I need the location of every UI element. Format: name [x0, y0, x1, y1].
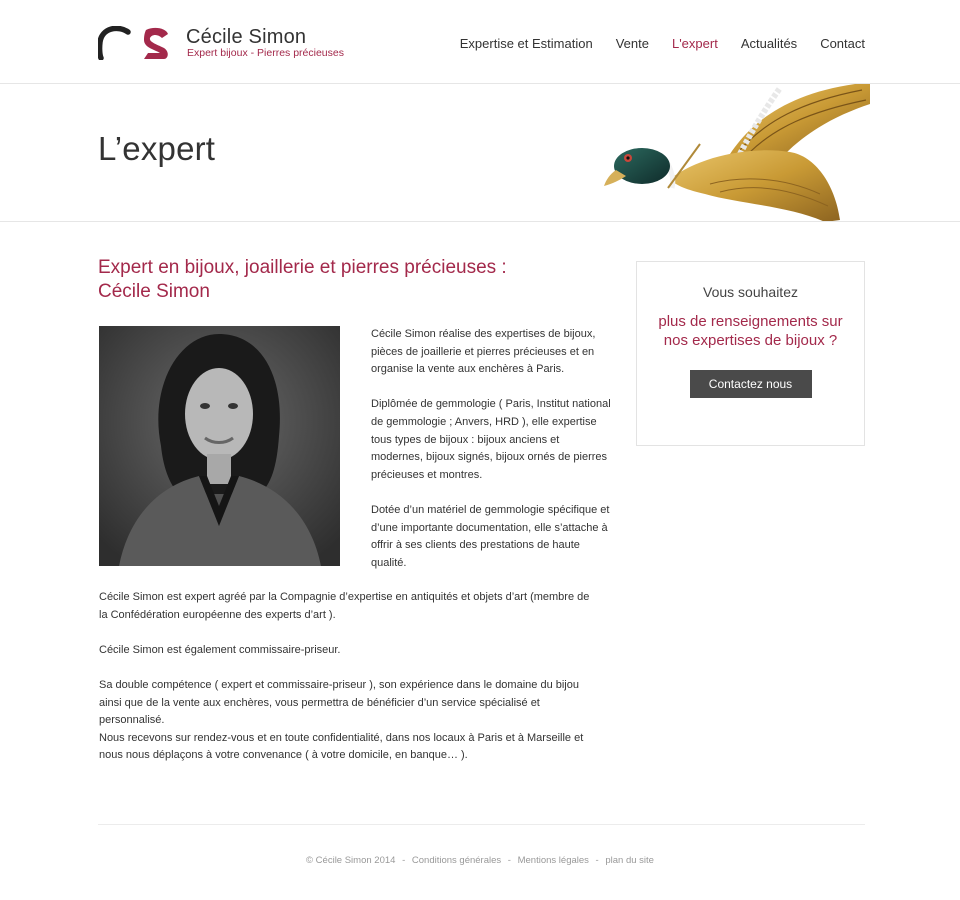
intro-text	[371, 326, 611, 590]
body-paragraph: Sa double compétence ( expert et commissaire-priseur ), son expérience dans le domaine du bijou ainsi que de la vente aux enchères, vous permettra de bénéficier d’un service spécialisé et personnalisé.	[99, 678, 579, 727]
logo-name: Cécile Simon	[186, 26, 307, 48]
section-heading	[98, 256, 518, 304]
footer-copyright: © Cécile Simon 2014	[306, 855, 396, 866]
portrait-image	[99, 326, 340, 566]
logo-subtitle: Expert bijoux - Pierres précieuses	[187, 47, 344, 59]
main-nav	[437, 36, 865, 51]
footer-link-mentions[interactable]: Mentions légales	[517, 855, 589, 866]
contact-box	[636, 261, 865, 446]
intro-paragraph: Diplômée de gemmologie ( Paris, Institut national de gemmologie ; Anvers, HRD ), elle expertise tous types de bijoux : bijoux anciens et modernes, bijoux signés, bijoux ornés de pierres précieuses et montres.	[371, 398, 611, 481]
contact-box-message: plus de renseignements sur nos expertises de bijoux ?	[658, 313, 843, 349]
logo[interactable]	[98, 26, 348, 62]
footer-separator: -	[507, 855, 511, 866]
page-banner	[0, 84, 960, 222]
nav-item-vente[interactable]: Vente	[615, 36, 649, 51]
logo-mark-icon	[98, 26, 172, 60]
section-heading-line1: Expert en bijoux, joaillerie et pierres précieuses :	[98, 257, 507, 278]
body-paragraph: Nous recevons sur rendez-vous et en toute confidentialité, dans nos locaux à Paris et à Marseille et nous nous déplaçons à votre convenance ( à votre domicile, en banque… ).	[99, 731, 584, 762]
page-title: L’expert	[98, 130, 216, 167]
intro-paragraph: Cécile Simon réalise des expertises de bijoux, pièces de joaillerie et pierres précieuses et en organise la vente aux enchères à Paris.	[371, 328, 596, 376]
nav-item-contact[interactable]: Contact	[820, 36, 865, 51]
site-footer	[0, 855, 960, 866]
site-header	[0, 0, 960, 84]
portrait-photo	[99, 326, 340, 566]
body-paragraph: Cécile Simon est expert agréé par la Compagnie d’expertise en antiquités et objets d’art (membre de la Confédération européenne des experts d’art ).	[99, 591, 590, 621]
body-paragraph: Cécile Simon est également commissaire-priseur.	[99, 643, 341, 656]
footer-divider	[98, 824, 865, 825]
section-heading-line2: Cécile Simon	[98, 281, 210, 302]
nav-item-expertise[interactable]: Expertise et Estimation	[459, 36, 593, 51]
body-text	[99, 589, 599, 783]
contact-box-intro: Vous souhaitez	[703, 284, 798, 300]
nav-item-expert[interactable]: L'expert	[671, 36, 718, 51]
intro-paragraph: Dotée d’un matériel de gemmologie spécifique et d’une importante documentation, elle s’attache à offrir à ses clients des prestations de haute qualité.	[371, 503, 610, 569]
footer-separator: -	[402, 855, 406, 866]
duck-brooch-image	[600, 84, 870, 222]
contact-us-button[interactable]: Contactez nous	[690, 370, 812, 398]
footer-link-sitemap[interactable]: plan du site	[605, 855, 654, 866]
footer-separator: -	[595, 855, 599, 866]
nav-item-actualites[interactable]: Actualités	[740, 36, 798, 51]
footer-link-conditions[interactable]: Conditions générales	[411, 855, 502, 866]
